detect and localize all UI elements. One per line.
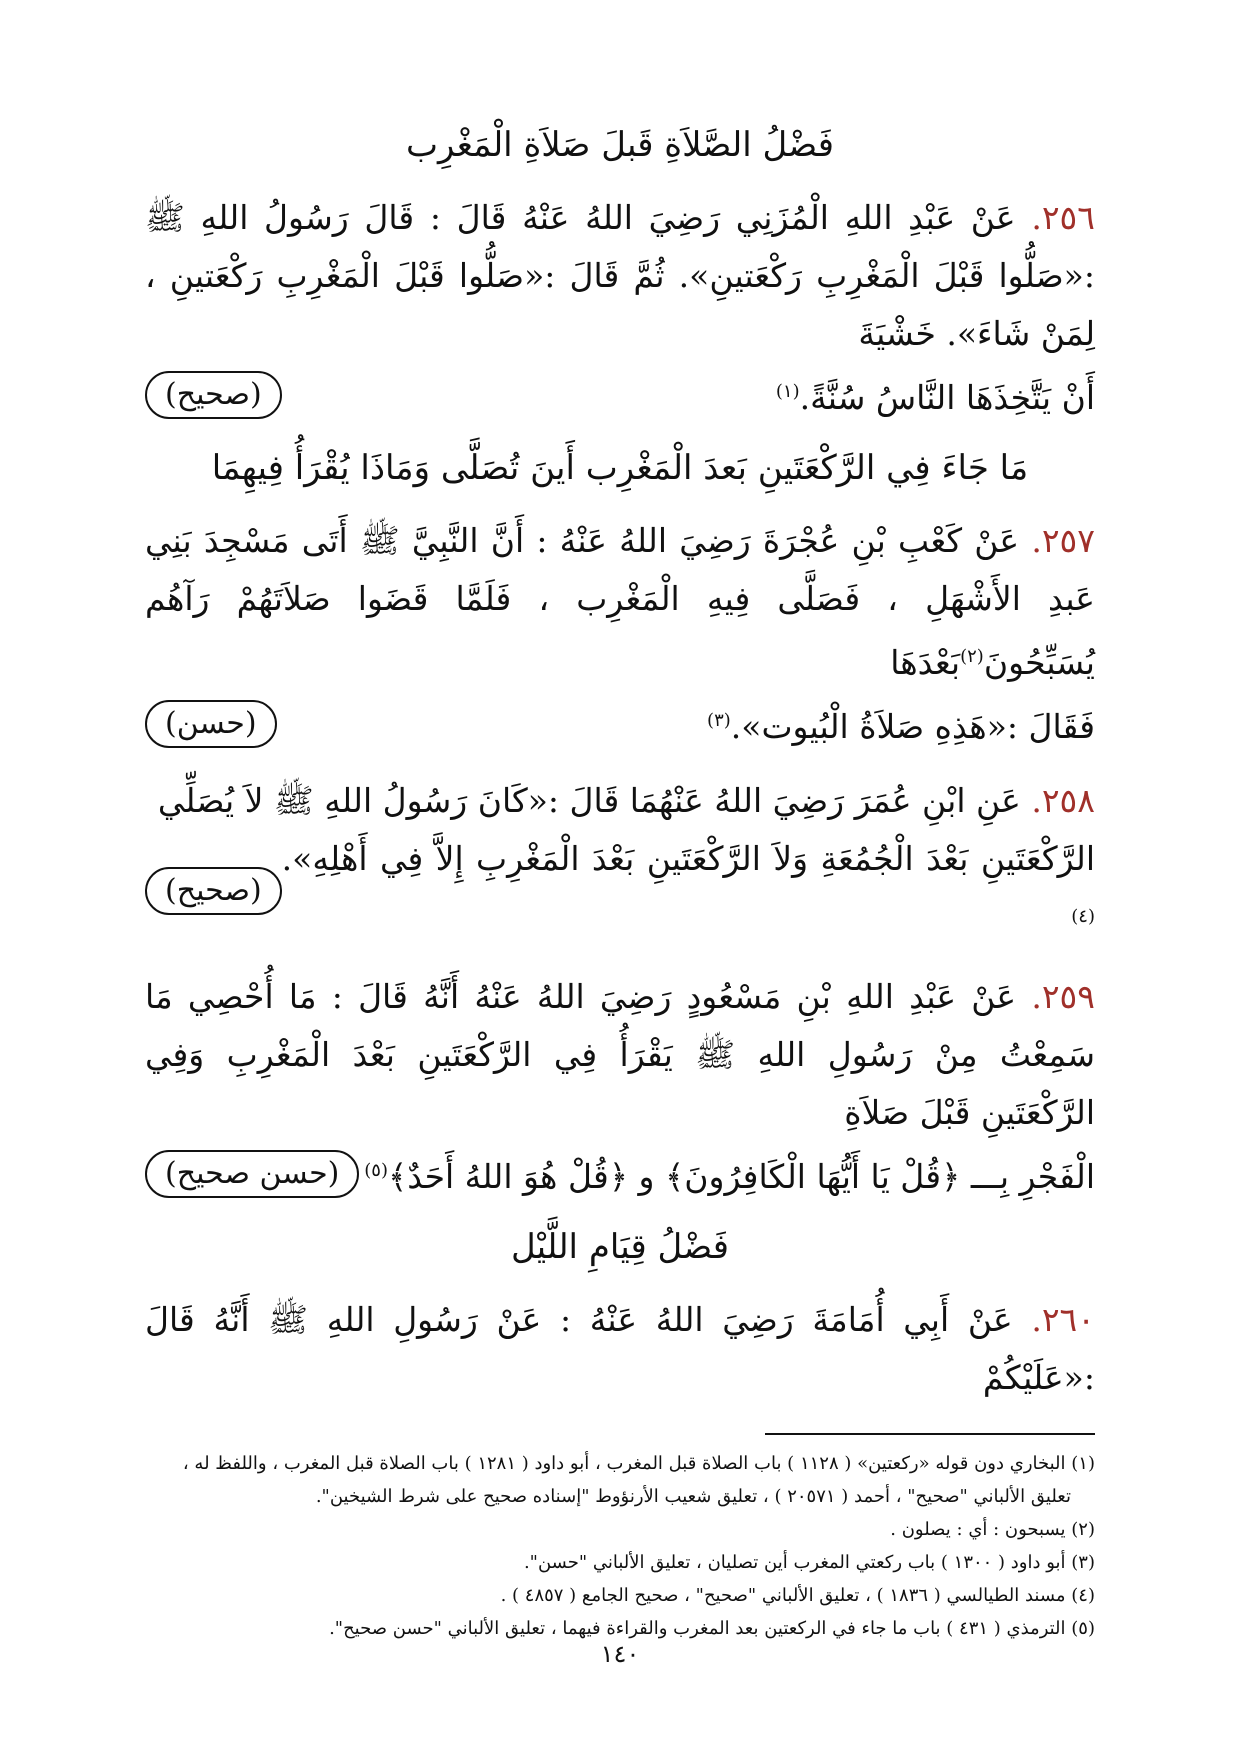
page-number: ١٤٠ xyxy=(600,1640,640,1668)
grade-badge: (صحيح) xyxy=(145,371,282,419)
hadith-last-line xyxy=(145,363,1095,427)
section-heading-maghrib-after: مَا جَاءَ فِي الرَّكْعَتَينِ بَعدَ الْمَغْرِب أَينَ تُصَلَّى وَمَاذَا يُقْرَأُ فِيهِمَا xyxy=(211,448,1029,488)
hadith-number: ٢٥٨. xyxy=(1031,781,1095,820)
footnote-5: (٥) الترمذي ( ٤٣١ ) باب ما جاء في الركعتين بعد المغرب والقراءة فيهما ، تعليق الألباني "حسن صحيح". xyxy=(329,1618,1095,1639)
footnote-3: (٣) أبو داود ( ١٣٠٠ ) باب ركعتي المغرب أين تصليان ، تعليق الألباني "حسن". xyxy=(523,1552,1095,1573)
hadith-text-end: الرَّكْعَتَينِ بَعْدَ الْجُمُعَةِ وَلاَ الرَّكْعَتَينِ بَعْدَ الْمَغْرِبِ إِلاَّ فِي أَهْلِهِ». xyxy=(281,839,1095,878)
grade-badge: (صحيح) xyxy=(145,867,282,915)
footnote-ref[interactable]: (٣) xyxy=(707,710,731,731)
footnote-2: (٢) يسبحون : أي : يصلون . xyxy=(890,1519,1095,1540)
hadith-text-end: الْفَجْرِ بِـــ ﴿قُلْ يَا أَيُّهَا الْكَافِرُونَ﴾ و ﴿قُلْ هُوَ اللهُ أَحَدٌ﴾ xyxy=(387,1157,1095,1196)
hadith-last-line xyxy=(145,692,1095,756)
hadith-number: ٢٥٩. xyxy=(1031,977,1095,1016)
hadith-258 xyxy=(145,772,1095,952)
section-heading-maghrib-before: فَضْلُ الصَّلاَةِ قَبلَ صَلاَةِ الْمَغْرِب xyxy=(406,125,834,165)
hadith-number: ٢٥٦. xyxy=(1031,198,1095,237)
hadith-number: ٢٥٧. xyxy=(1031,521,1095,560)
hadith-text: عَنْ عَبْدِ اللهِ الْمُزَنِي رَضِيَ اللهُ عَنْهُ قَالَ : قَالَ رَسُولُ اللهِ ﷺ :«صَلُّوا قَبْلَ الْمَغْرِبِ رَكْعَتينِ». ثُمَّ قَالَ :«صَلُّوا قَبْلَ الْمَغْرِبِ رَكْعَتينِ ، لِمَنْ شَاءَ». خَشْيَةَ xyxy=(145,198,1095,353)
hadith-256 xyxy=(145,189,1095,427)
hadith-last-line xyxy=(145,830,1095,952)
grade-badge: (حسن) xyxy=(145,700,277,748)
footnote-4: (٤) مسند الطيالسي ( ١٨٣٦ ) ، تعليق الألباني "صحيح" ، صحيح الجامع ( ٤٨٥٧ ) . xyxy=(500,1585,1095,1606)
footnote-1-continued: تعليق الألباني "صحيح" ، أحمد ( ٢٠٥٧١ ) ، تعليق شعيب الأرنؤوط "إسناده صحيح على شرط الشيخين". xyxy=(315,1486,1071,1507)
hadith-last-line xyxy=(145,1142,1095,1206)
footnote-ref[interactable]: (٤) xyxy=(1071,906,1095,927)
section-heading-night-prayer: فَضْلُ قِيَامِ اللَّيْل xyxy=(510,1227,730,1267)
footnote-ref[interactable]: (٥) xyxy=(364,1160,388,1181)
hadith-text: عَنْ أَبِي أُمَامَةَ رَضِيَ اللهُ عَنْهُ : عَنْ رَسُولِ اللهِ ﷺ أَنَّهُ قَالَ :«عَلَيْكُمْ xyxy=(145,1300,1095,1397)
hadith-text-cont: بَعْدَهَا xyxy=(890,643,961,682)
hadith-text: عَنْ كَعْبِ بْنِ عُجْرَةَ رَضِيَ اللهُ عَنْهُ : أَنَّ النَّبِيَّ ﷺ أَتَى مَسْجِدَ بَنِي عَبدِ الأَشْهَلِ ، فَصَلَّى فِيهِ الْمَغْرِب ، فَلَمَّا قَضَوا صَلاَتَهُمْ رَآهُم يُسَبِّحُونَ xyxy=(145,521,1095,682)
hadith-number: ٢٦٠. xyxy=(1031,1300,1095,1339)
hadith-text-end: فَقَالَ :«هَذِهِ صَلاَةُ الْبُيوت». xyxy=(730,707,1095,746)
footnote-ref[interactable]: (١) xyxy=(775,381,800,402)
hadith-text-end: أَنْ يَتَّخِذَهَا النَّاسُ سُنَّةً. xyxy=(799,378,1095,417)
hadith-259 xyxy=(145,968,1095,1206)
hadith-257 xyxy=(145,512,1095,756)
footnote-ref[interactable]: (٢) xyxy=(960,646,984,667)
page-body xyxy=(145,120,1095,1645)
footnote-1: (١) البخاري دون قوله «ركعتين» ( ١١٢٨ ) باب الصلاة قبل المغرب ، أبو داود ( ١٢٨١ ) باب الصلاة قبل المغرب ، واللفظ له ، xyxy=(182,1453,1095,1474)
footnote-divider xyxy=(765,1433,1095,1435)
hadith-260 xyxy=(145,1291,1095,1407)
hadith-text: عَنِ ابْنِ عُمَرَ رَضِيَ اللهُ عَنْهُمَا قَالَ :«كَانَ رَسُولُ اللهِ ﷺ لاَ يُصَلِّي xyxy=(157,781,1021,820)
grade-badge: (حسن صحيح) xyxy=(145,1150,359,1198)
footnotes xyxy=(145,1447,1095,1645)
hadith-text: عَنْ عَبْدِ اللهِ بْنِ مَسْعُودٍ رَضِيَ اللهُ عَنْهُ أَنَّهُ قَالَ : مَا أُحْصِي مَا سَمِعْتُ مِنْ رَسُولِ اللهِ ﷺ يَقْرَأُ فِي الرَّكْعَتَينِ بَعْدَ الْمَغْرِبِ وَفِي الرَّكْعَتَينِ قَبْلَ صَلاَةِ xyxy=(145,977,1095,1132)
